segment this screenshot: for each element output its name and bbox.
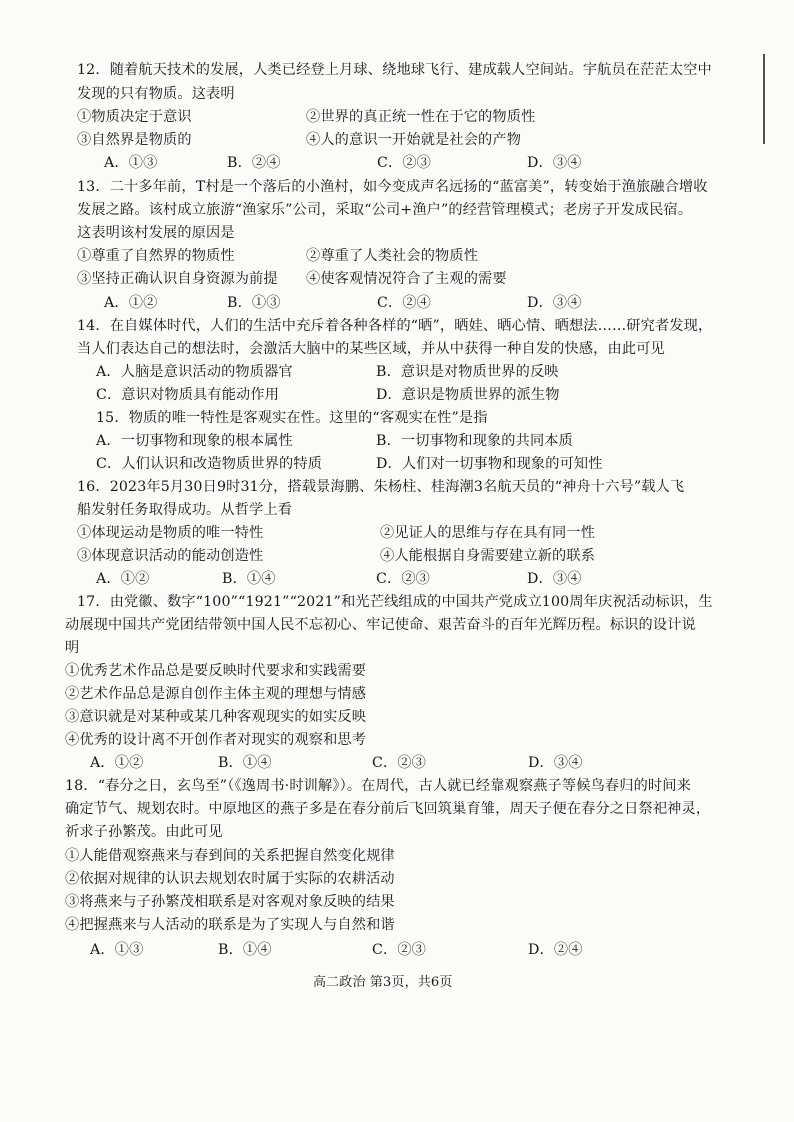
q16-option-a: A．①② xyxy=(96,571,150,587)
q13-statement-2: ②尊重了人类社会的物质性 xyxy=(306,248,479,264)
q17-option-c: C．②③ xyxy=(372,755,427,771)
q18-statement-1: ①人能借观察燕来与春到间的关系把握自然变化规律 xyxy=(65,848,395,864)
q14-option-d: D．意识是物质世界的派生物 xyxy=(376,387,560,403)
q16-statement-1: ①体现运动是物质的唯一特性 xyxy=(77,525,264,541)
q12-statement-3: ③自然界是物质的 xyxy=(77,132,192,148)
q16-statement-4: ④人能根据自身需要建立新的联系 xyxy=(380,548,596,564)
q18-option-b: B．①④ xyxy=(218,942,272,958)
q14-option-a: A．人脑是意识活动的物质器官 xyxy=(96,364,293,380)
q18-stem-line-1: 18．“春分之日，玄鸟至”（《逸周书·时训解》）。在周代，古人就已经靠观察燕子等候鸟春归的时间来 xyxy=(65,778,691,794)
q14-option-c: C．意识对物质具有能动作用 xyxy=(96,387,280,403)
q13-option-d: D．③④ xyxy=(527,295,582,311)
q17-statement-3: ③意识就是对某种或某几种客观现实的如实反映 xyxy=(65,709,367,725)
q14-option-b: B．意识是对物质世界的反映 xyxy=(376,364,559,380)
q16-statement-3: ③体现意识活动的能动创造性 xyxy=(77,548,264,564)
q18-statement-4: ④把握燕来与人活动的联系是为了实现人与自然和谐 xyxy=(65,917,395,933)
margin-rule xyxy=(763,54,765,144)
q16-option-b: B．①④ xyxy=(222,571,276,587)
q15-option-a: A．一切事物和现象的根本属性 xyxy=(96,433,293,449)
q17-statement-1: ①优秀艺术作品总是要反映时代要求和实践需要 xyxy=(65,663,367,679)
q17-stem-line-2: 动展现中国共产党团结带领中国人民不忘初心、牢记使命、艰苦奋斗的百年光辉历程。标识的设计说 xyxy=(65,617,696,633)
q13-statement-1: ①尊重了自然界的物质性 xyxy=(77,248,235,264)
q12-statement-2: ②世界的真正统一性在于它的物质性 xyxy=(306,109,536,125)
q17-statement-4: ④优秀的设计离不开创作者对现实的观察和思考 xyxy=(65,732,367,748)
q14-stem-line-1: 14．在自媒体时代，人们的生活中充斥着各种各样的“晒”，晒娃、晒心情、晒想法……研究者发现， xyxy=(77,318,713,334)
q12-statement-4: ④人的意识一开始就是社会的产物 xyxy=(306,132,522,148)
q16-option-c: C．②③ xyxy=(376,571,431,587)
q12-statement-1: ①物质决定于意识 xyxy=(77,109,192,125)
q12-option-a: A．①③ xyxy=(104,155,158,171)
q18-option-a: A．①③ xyxy=(90,942,144,958)
q17-option-b: B．①④ xyxy=(218,755,272,771)
q16-stem-line-1: 16．2023年5月30日9时31分，搭载景海鹏、朱杨柱、桂海潮3名航天员的“神舟十六号”载人飞 xyxy=(77,479,685,495)
q13-statement-4: ④使客观情况符合了主观的需要 xyxy=(306,271,507,287)
q12-option-c: C．②③ xyxy=(377,155,432,171)
q12-stem-line-2: 发现的只有物质。这表明 xyxy=(77,86,235,102)
q15-stem-line-1: 15．物质的唯一特性是客观实在性。这里的“客观实在性”是指 xyxy=(96,410,488,426)
q17-option-d: D．③④ xyxy=(528,755,583,771)
q13-stem-line-1: 13．二十多年前，T村是一个落后的小渔村，如今变成声名远扬的“蓝富美”，转变始于渔旅融合增收 xyxy=(77,179,708,195)
q13-statement-3: ③坚持正确认识自身资源为前提 xyxy=(77,271,278,287)
q18-statement-2: ②依据对规律的认识去规划农时属于实际的农耕活动 xyxy=(65,871,395,887)
q12-stem-line-1: 12．随着航天技术的发展，人类已经登上月球、绕地球飞行、建成载人空间站。宇航员在茫茫太空中 xyxy=(77,62,712,78)
q13-option-c: C．②④ xyxy=(377,295,432,311)
q16-statement-2: ②见证人的思维与存在具有同一性 xyxy=(380,525,596,541)
q17-statement-2: ②艺术作品总是源自创作主体主观的理想与情感 xyxy=(65,686,367,702)
q17-stem-line-3: 明 xyxy=(65,640,80,656)
q18-option-d: D．②④ xyxy=(528,942,583,958)
q18-stem-line-3: 祈求子孙繁茂。由此可见 xyxy=(65,824,223,840)
q15-option-d: D．人们对一切事物和现象的可知性 xyxy=(376,456,603,472)
page-footer: 高二政治 第3页，共6页 xyxy=(313,975,453,990)
q18-option-c: C．②③ xyxy=(372,942,427,958)
q15-option-c: C．人们认识和改造物质世界的特质 xyxy=(96,456,323,472)
q18-statement-3: ③将燕来与子孙繁茂相联系是对客观对象反映的结果 xyxy=(65,894,395,910)
q16-stem-line-2: 船发射任务取得成功。从哲学上看 xyxy=(77,502,293,518)
q17-option-a: A．①② xyxy=(90,755,144,771)
q12-option-b: B．②④ xyxy=(227,155,281,171)
q16-option-d: D．③④ xyxy=(527,571,582,587)
q17-stem-line-1: 17．由党徽、数字“100”“1921”“2021”和光芒线组成的中国共产党成立100周年庆祝活动标识，生 xyxy=(77,594,713,610)
q14-stem-line-2: 当人们表达自己的想法时，会激活大脑中的某些区域，并从中获得一种自发的快感，由此可见 xyxy=(77,341,665,357)
q13-option-b: B．①③ xyxy=(227,295,281,311)
q12-option-d: D．③④ xyxy=(527,155,582,171)
q13-stem-line-3: 这表明该村发展的原因是 xyxy=(77,225,235,241)
q13-option-a: A．①② xyxy=(104,295,158,311)
q18-stem-line-2: 确定节气、规划农时。中原地区的燕子多是在春分前后飞回筑巢育雏，周天子便在春分之日祭祀神灵， xyxy=(65,801,711,817)
q15-option-b: B．一切事物和现象的共同本质 xyxy=(376,433,573,449)
q13-stem-line-2: 发展之路。该村成立旅游“渔家乐”公司，采取“公司+渔户”的经营管理模式；老房子开发成民宿。 xyxy=(77,202,693,218)
